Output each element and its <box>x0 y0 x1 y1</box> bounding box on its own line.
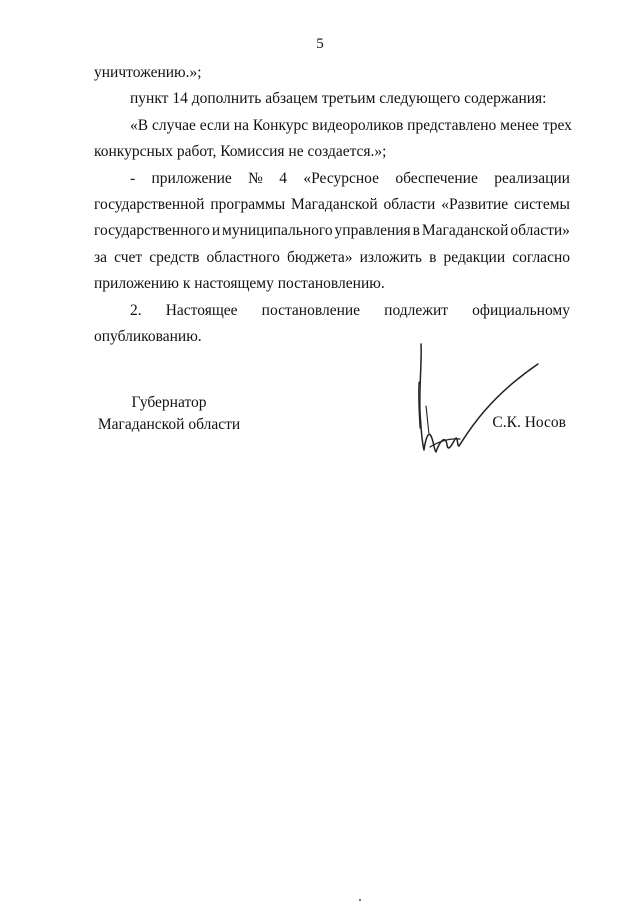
word: подлежит <box>384 301 449 319</box>
text-line-1: уничтожению.»; <box>94 64 202 81</box>
word: в <box>429 248 437 266</box>
signer-position <box>94 392 244 436</box>
document-body <box>94 60 570 350</box>
signer-position-line-1: Губернатор <box>131 394 207 411</box>
word: государственной <box>94 195 205 213</box>
text-line-7 <box>94 218 570 244</box>
word: - <box>130 169 136 187</box>
word: Магаданской <box>291 195 378 213</box>
word: изложить <box>359 248 422 266</box>
word: и <box>211 222 221 240</box>
word: 2. <box>130 301 142 319</box>
word: официальному <box>472 301 570 319</box>
word: Настоящее <box>165 301 238 319</box>
text-line-10 <box>94 298 570 324</box>
word: государственного <box>94 222 210 240</box>
signer-name: С.К. Носов <box>492 414 566 431</box>
word: № <box>248 169 263 187</box>
word: 4 <box>279 169 288 187</box>
word: области» <box>510 222 570 240</box>
text-line-3: «В случае если на Конкурс видеороликов представлено менее трех <box>130 116 572 134</box>
word: приложение <box>151 169 232 187</box>
word: «Ресурсное <box>303 169 379 187</box>
text-line-2: пункт 14 дополнить абзацем третьим следующего содержания: <box>130 90 547 108</box>
word: бюджета» <box>286 248 353 266</box>
text-line-4: конкурсных работ, Комиссия не создается.»; <box>94 143 387 161</box>
word: муниципального <box>222 222 333 240</box>
handwritten-signature <box>318 342 548 467</box>
word: за <box>94 248 108 266</box>
word: обеспечение <box>395 169 478 187</box>
word: областного <box>206 248 280 266</box>
word: в <box>412 222 420 240</box>
signature-block <box>94 392 570 502</box>
scan-speck <box>359 899 361 901</box>
text-line-6 <box>94 192 570 218</box>
word: согласно <box>512 248 570 266</box>
word: постановление <box>261 301 361 319</box>
word: системы <box>514 195 570 213</box>
word: управления <box>334 222 411 240</box>
word: «Развитие <box>441 195 509 213</box>
signer-position-line-2: Магаданской области <box>97 416 241 433</box>
text-line-5 <box>94 166 570 192</box>
word: программы <box>210 195 286 213</box>
text-line-11: опубликованию. <box>94 327 202 345</box>
word: редакции <box>443 248 506 266</box>
text-line-9: приложению к настоящему постановлению. <box>94 275 385 293</box>
word: реализации <box>494 169 570 187</box>
word: области <box>383 195 436 213</box>
word: средств <box>149 248 200 266</box>
word: счет <box>114 248 143 266</box>
text-line-8 <box>94 245 570 271</box>
page-number: 5 <box>316 36 324 52</box>
word: Магаданской <box>421 222 509 240</box>
